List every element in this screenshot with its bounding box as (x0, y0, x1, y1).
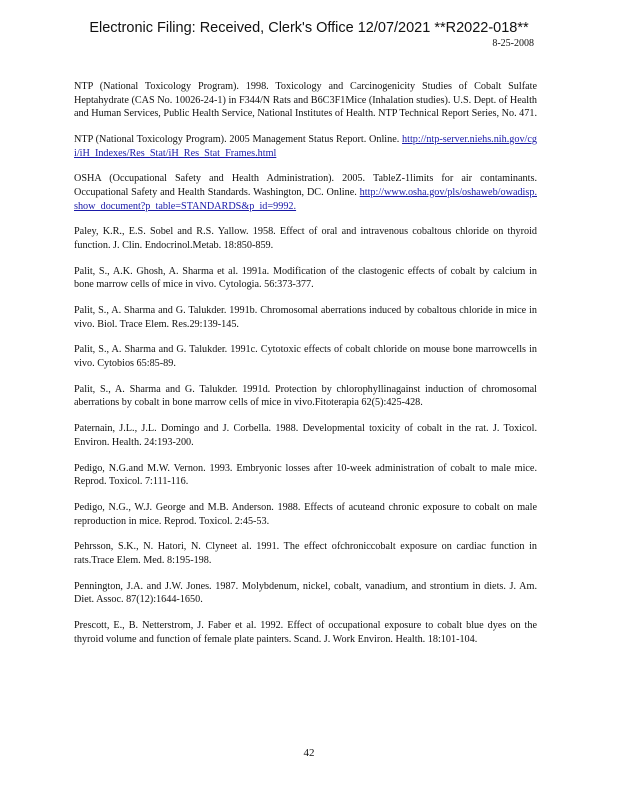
reference-text: OSHA (Occupational Safety and Health Administration). 2005. TableZ-1limits for air contaminants. Occupational Safety and Health Standards. Washington, DC. Online. (74, 173, 537, 198)
reference-text: NTP (National Toxicology Program). 1998. Toxicology and Carcinogenicity Studies of Cobalt Sulfate Heptahydrate (CAS No. 10026-24-1) in F344/N Rats and B6C3F1Mice (Inhalation studies). U.S. Dept. of Health and Human Services, Public Health Service, National Institutes of Health. NTP Technical Report Series, No. 471. (74, 81, 537, 120)
reference-text: Palit, S., A.K. Ghosh, A. Sharma et al. 1991a. Modification of the clastogenic effects of cobalt by calcium in bone marrow cells of mice in vivo. Cytologia. 56:373-377. (74, 265, 537, 291)
reference-item (74, 80, 537, 121)
reference-text: Paternain, J.L., J.L. Domingo and J. Corbella. 1988. Developmental toxicity of cobalt in the rat. J. Toxicol. Environ. Health. 24:193-200. (74, 423, 537, 448)
reference-text: Paley, K.R., E.S. Sobel and R.S. Yallow. 1958. Effect of oral and intravenous cobaltous chloride on thyroid function. J. Clin. Endocrinol.Metab. 18:850-859. (74, 226, 537, 251)
reference-text: Palit, S., A. Sharma and G. Talukder. 1991d. Protection by chlorophyllinagainst induction of chromosomal aberrations by cobalt in bone marrow cells of mice in vivo.Fitoterapia 62(5):425-428. (74, 383, 537, 409)
reference-item (74, 540, 537, 567)
reference-item (74, 383, 537, 410)
reference-item (74, 580, 537, 607)
reference-text: NTP (National Toxicology Program). 2005 Management Status Report. Online. (74, 133, 400, 145)
reference-item (74, 501, 537, 528)
filing-header: Electronic Filing: Received, Clerk's Office 12/07/2021 **R2022-018** (89, 20, 529, 36)
document-date: 8-25-2008 (492, 38, 534, 49)
reference-item (74, 304, 537, 331)
reference-text: Pedigo, N.G.and M.W. Vernon. 1993. Embryonic losses after 10-week administration of cobalt to male mice. Reprod. Toxicol. 7:111-116. (74, 462, 537, 488)
reference-item (74, 619, 537, 646)
reference-link[interactable]: http://www.osha.gov/pls/oshaweb/owadisp.show_document?p_table=STANDARDS&p_id=9992. (74, 186, 537, 212)
reference-item (74, 422, 537, 449)
reference-text: Pedigo, N.G., W.J. George and M.B. Anderson. 1988. Effects of acuteand chronic exposure to cobalt on male reproduction in mice. Reprod. Toxicol. 2:45-53. (74, 501, 537, 527)
reference-list (74, 80, 537, 658)
reference-item (74, 265, 537, 292)
reference-text: Palit, S., A. Sharma and G. Talukder. 1991c. Cytotoxic effects of cobalt chloride on mouse bone marrowcells in vivo. Cytobios 65:85-89. (74, 344, 537, 370)
reference-link[interactable]: http://ntp-server.niehs.nih.gov/cgi/iH_Indexes/Res_Stat/iH_Res_Stat_Frames.html (74, 133, 537, 159)
reference-text: Prescott, E., B. Netterstrom, J. Faber et al. 1992. Effect of occupational exposure to cobalt blue dyes on the thyroid volume and function of female plate painters. Scand. J. Work Environ. Health. 18:101-104. (74, 620, 537, 645)
reference-text: Pehrsson, S.K., N. Hatori, N. Clyneet al. 1991. The effect ofchroniccobalt exposure on cardiac function in rats.Trace Elem. Med. 8:195-198. (74, 541, 537, 566)
reference-text: Palit, S., A. Sharma and G. Talukder. 1991b. Chromosomal aberrations induced by cobaltous chloride in mice in vivo. Biol. Trace Elem. Res.29:139-145. (74, 305, 537, 330)
reference-item (74, 462, 537, 489)
reference-item (74, 172, 537, 213)
reference-item (74, 343, 537, 370)
reference-item (74, 133, 537, 160)
reference-item (74, 225, 537, 252)
page-number: 42 (303, 747, 315, 759)
reference-text: Pennington, J.A. and J.W. Jones. 1987. Molybdenum, nickel, cobalt, vanadium, and strontium in diets. J. Am. Diet. Assoc. 87(12):1644-1650. (74, 580, 537, 606)
